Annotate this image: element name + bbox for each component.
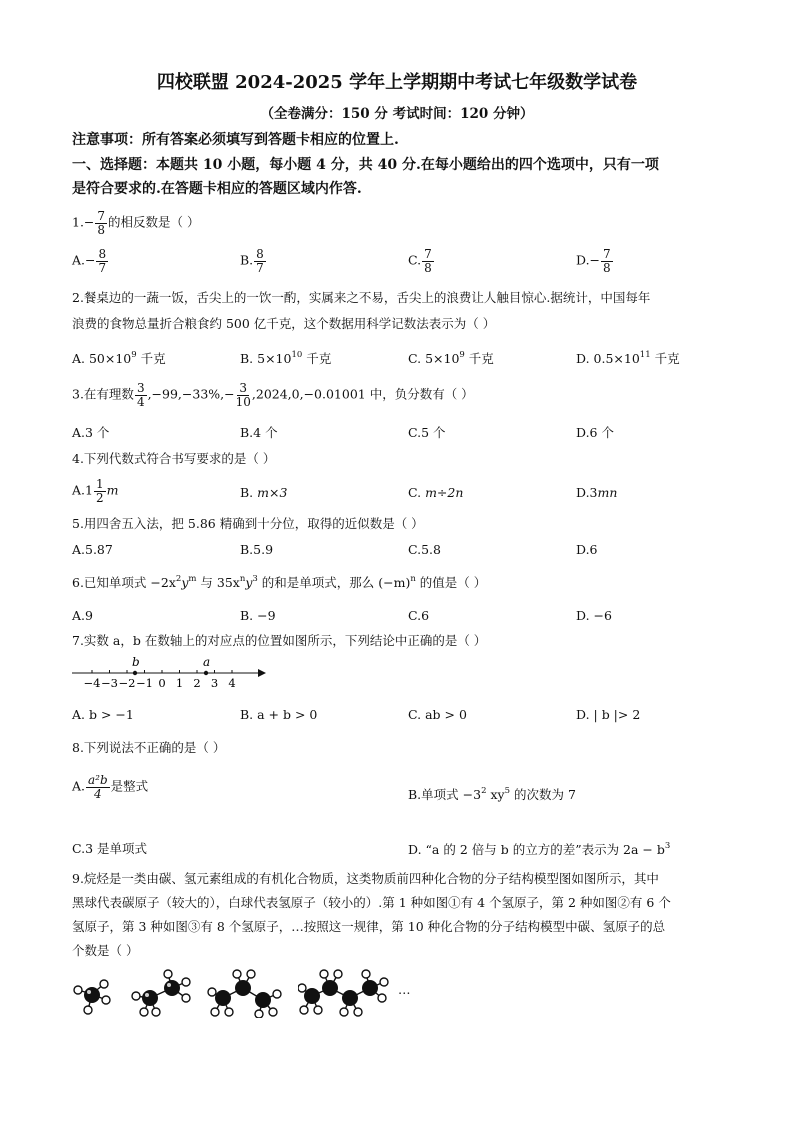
q6-option-c[interactable]: C.6 — [408, 608, 430, 623]
q7-stem: 7.实数 a，b 在数轴上的对应点的位置如图所示，下列结论中正确的是（ ） — [72, 633, 487, 648]
q8-stem: 8.下列说法不正确的是（ ） — [72, 740, 226, 755]
q7-option-d[interactable]: D. | b |> 2 — [576, 707, 641, 722]
q2-stem-line2: 浪费的食物总量折合粮食约 500 亿千克，这个数据用科学记数法表示为（ ） — [72, 316, 496, 331]
section-heading-line1: 一、选择题：本题共 10 小题，每小题 4 分，共 40 分.在每小题给出的四个选项中，只有一项 — [72, 157, 659, 173]
number-line-tick-label: 1 — [175, 676, 184, 690]
q4-option-c[interactable]: C. m÷2n — [408, 485, 464, 500]
q2-option-c[interactable]: C. $5\times 10^9$ 千克 — [408, 350, 494, 366]
q2-stem-line1: 2.餐桌边的一蔬一饭，舌尖上的一饮一酌，实属来之不易，舌尖上的浪费让人触目惊心.据统计，中国每年 — [72, 290, 651, 305]
q5-option-c[interactable]: C.5.8 — [408, 542, 441, 557]
q5-stem: 5.用四舍五入法，把 5.86 精确到十分位，取得的近似数是（ ） — [72, 516, 424, 531]
q3-option-d[interactable]: D.6 个 — [576, 425, 614, 440]
q2-option-d[interactable]: D. $0.5\times 10^{11}$ 千克 — [576, 350, 680, 366]
exam-title: 四校联盟 2024-2025 学年上学期期中考试七年级数学试卷 — [156, 72, 638, 93]
exam-subtitle: （全卷满分：150 分 考试时间：120 分钟） — [260, 106, 534, 122]
q2-option-b[interactable]: B. $5\times 10^{10}$ 千克 — [240, 350, 332, 366]
number-line-tick-label: 3 — [210, 676, 219, 690]
molecule-4-image — [298, 968, 393, 1018]
molecule-3-image — [207, 968, 287, 1018]
q8-option-b[interactable]: B.单项式 $-3^2$ $xy^5$ 的次数为 7 — [408, 786, 576, 802]
q7-option-a[interactable]: A. b > −1 — [72, 707, 134, 722]
q6-option-b[interactable]: B. −9 — [240, 608, 276, 623]
point-b-marker — [133, 671, 137, 675]
q3-option-b[interactable]: B.4 个 — [240, 425, 278, 440]
number-line-arrow-icon — [258, 669, 266, 677]
q8-option-c[interactable]: C.3 是单项式 — [72, 841, 148, 856]
q3-option-a[interactable]: A.3 个 — [72, 425, 110, 440]
number-line-tick-label: 4 — [228, 676, 236, 690]
point-a-marker — [204, 671, 208, 675]
point-b-label: b — [132, 655, 140, 669]
number-line-tick-label: −3 — [101, 676, 118, 690]
q1-option-c[interactable]: C. $\frac{7}{8}$ — [408, 247, 432, 275]
number-line-tick-label: −1 — [136, 676, 153, 690]
q6-option-a[interactable]: A.9 — [72, 608, 93, 623]
section-heading-line2: 是符合要求的.在答题卡相应的答题区域内作答. — [72, 181, 362, 197]
number-line-tick-label: −2 — [118, 676, 136, 690]
q8-option-a[interactable]: A. $\frac{\text{a²b}}{4}$ 是整式 — [72, 773, 149, 801]
q9-stem-line2: 黑球代表碳原子（较大的），白球代表氢原子（较小的）.第 1 种如图①有 4 个氢原子，第 2 种如图②有 6 个 — [72, 895, 671, 910]
q7-option-b[interactable]: B. a + b > 0 — [240, 707, 318, 722]
molecule-1-image — [70, 968, 120, 1018]
q3-option-c[interactable]: C.5 个 — [408, 425, 446, 440]
q1-option-d[interactable]: D.− $\frac{7}{8}$ — [576, 247, 611, 275]
number-line-tick-label: 2 — [193, 676, 201, 690]
q2-option-a[interactable]: A. $50\times 10^9$ 千克 — [72, 350, 166, 366]
q9-stem-line3: 氢原子，第 3 种如图③有 8 个氢原子，…按照这一规律，第 10 种化合物的分子结构模型中碳、氢原子的总 — [72, 919, 666, 934]
q1-option-a[interactable]: A.− $\frac{8}{7}$ — [72, 247, 107, 275]
number-line-tick-label: −4 — [83, 676, 101, 690]
number-line-tick-label: 0 — [158, 676, 166, 690]
q1-prefix: 1.− — [72, 214, 95, 230]
notice: 注意事项：所有答案必须填写到答题卡相应的位置上. — [72, 132, 399, 148]
q8-option-d[interactable]: D. “a 的 2 倍与 b 的立方的差”表示为 $2a - b^3$ — [408, 841, 671, 857]
q7-number-line — [72, 655, 272, 691]
q3-stem: 3.在有理数 $\frac{3}{4}$ ,−99,−33%,− $\frac{3}{10}$ ,2024,0,−0.01001 中，负分数有（ ） — [72, 381, 474, 409]
q6-option-d[interactable]: D. −6 — [576, 608, 612, 623]
q1-fraction: $\frac{7}{8}$ — [97, 209, 106, 237]
q5-option-b[interactable]: B.5.9 — [240, 542, 274, 557]
point-a-label: a — [203, 655, 211, 669]
q4-option-d[interactable]: D.3mn — [576, 485, 618, 500]
molecule-2-image — [128, 968, 198, 1018]
q1-stem — [72, 210, 200, 236]
q9-stem-line1: 9.烷烃是一类由碳、氢元素组成的有机化合物质，这类物质前四种化合物的分子结构模型图如图所示，其中 — [72, 871, 659, 886]
q4-stem: 4.下列代数式符合书写要求的是（ ） — [72, 451, 276, 466]
molecule-ellipsis: … — [398, 982, 411, 997]
q7-option-c[interactable]: C. ab > 0 — [408, 707, 467, 722]
q9-stem-line4: 个数是（ ） — [72, 943, 139, 958]
q5-option-d[interactable]: D.6 — [576, 542, 598, 557]
q4-option-a[interactable]: A.1 $\frac{1}{2}$ m — [72, 477, 119, 505]
q6-stem: 6.已知单项式 $-2x^2y^m$ 与 $35x^ny^3$ 的和是单项式，那么 $(-m)^n$ 的值是（ ） — [72, 574, 487, 590]
q5-option-a[interactable]: A.5.87 — [72, 542, 113, 557]
q1-suffix: 的相反数是（ ） — [108, 214, 200, 230]
q4-option-b[interactable]: B. m×3 — [240, 485, 288, 500]
q1-option-b[interactable]: B. $\frac{8}{7}$ — [240, 247, 264, 275]
